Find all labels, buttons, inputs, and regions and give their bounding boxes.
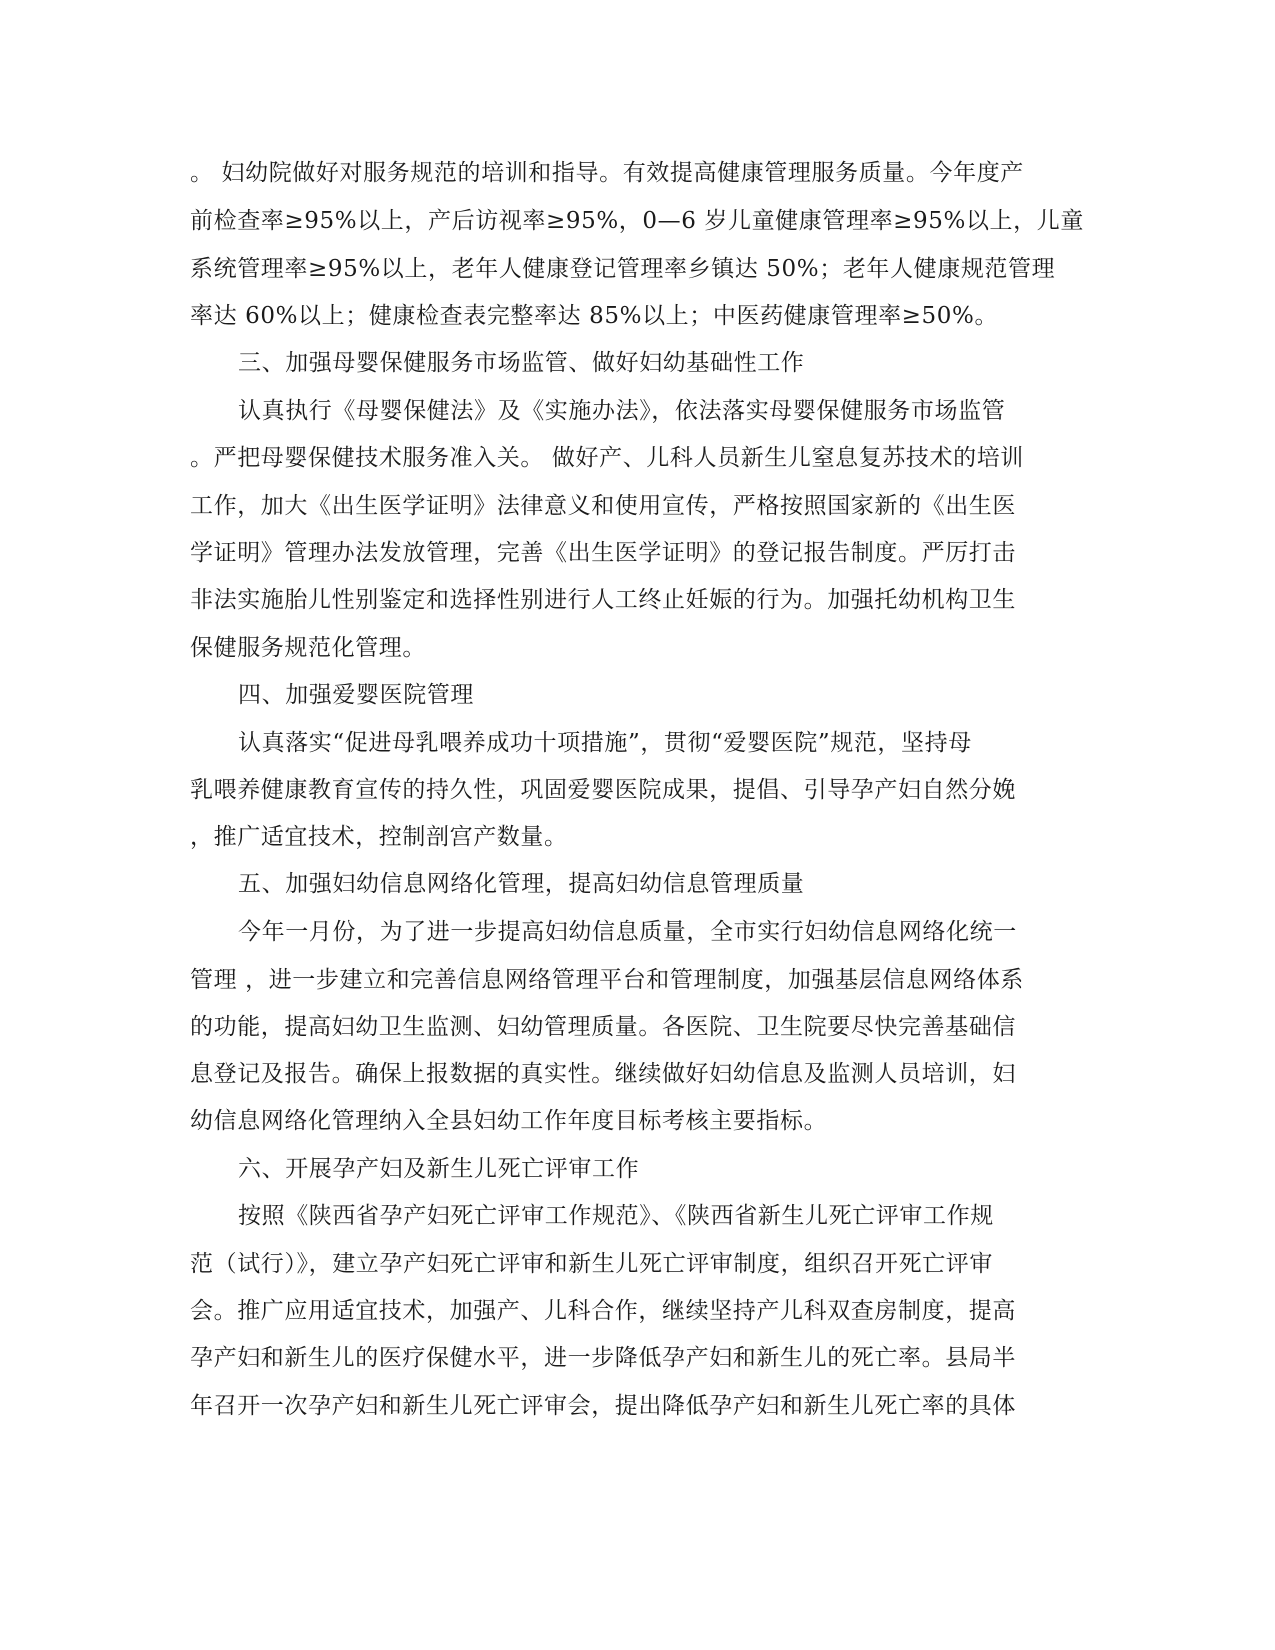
paragraph-line: 的功能，提高妇幼卫生监测、妇幼管理质量。各医院、卫生院要尽快完善基础信 bbox=[190, 1014, 1016, 1040]
paragraph-line: 保健服务规范化管理。 bbox=[190, 635, 426, 661]
section-heading: 四、加强爱婴医院管理 bbox=[238, 682, 474, 708]
paragraph-line: 管理 ，进一步建立和完善信息网络管理平台和管理制度，加强基层信息网络体系 bbox=[190, 967, 1024, 993]
paragraph-line: 。 妇幼院做好对服务规范的培训和指导。有效提高健康管理服务质量。今年度产 bbox=[190, 160, 1024, 186]
paragraph-line: 范（试行）》，建立孕产妇死亡评审和新生儿死亡评审制度，组织召开死亡评审 bbox=[190, 1251, 993, 1277]
paragraph-line: 息登记及报告。确保上报数据的真实性。继续做好妇幼信息及监测人员培训，妇 bbox=[190, 1061, 1016, 1087]
section-heading: 三、加强母婴保健服务市场监管、做好妇幼基础性工作 bbox=[238, 350, 805, 376]
paragraph-line: 乳喂养健康教育宣传的持久性，巩固爱婴医院成果，提倡、引导孕产妇自然分娩 bbox=[190, 777, 1016, 803]
paragraph-line: 按照《陕西省孕产妇死亡评审工作规范》、《陕西省新生儿死亡评审工作规 bbox=[238, 1203, 994, 1229]
paragraph-line: 认真落实“促进母乳喂养成功十项措施”，贯彻“爱婴医院”规范，坚持母 bbox=[238, 730, 972, 756]
paragraph-line: 工作，加大《出生医学证明》法律意义和使用宣传，严格按照国家新的《出生医 bbox=[190, 493, 1016, 519]
paragraph-line: 系统管理率≥95%以上，老年人健康登记管理率乡镇达 50%；老年人健康规范管理 bbox=[190, 256, 1056, 282]
paragraph-line: 率达 60%以上；健康检查表完整率达 85%以上；中医药健康管理率≥50%。 bbox=[190, 303, 999, 329]
paragraph-line: 会。推广应用适宜技术，加强产、儿科合作，继续坚持产儿科双查房制度，提高 bbox=[190, 1298, 1016, 1324]
paragraph-line: 学证明》管理办法发放管理，完善《出生医学证明》的登记报告制度。严厉打击 bbox=[190, 540, 1016, 566]
paragraph-line: 幼信息网络化管理纳入全县妇幼工作年度目标考核主要指标。 bbox=[190, 1108, 828, 1134]
paragraph-line: 非法实施胎儿性别鉴定和选择性别进行人工终止妊娠的行为。加强托幼机构卫生 bbox=[190, 587, 1016, 613]
paragraph-line: 孕产妇和新生儿的医疗保健水平，进一步降低孕产妇和新生儿的死亡率。县局半 bbox=[190, 1345, 1016, 1371]
paragraph-line: 今年一月份，为了进一步提高妇幼信息质量，全市实行妇幼信息网络化统一 bbox=[238, 919, 1017, 945]
paragraph-line: 认真执行《母婴保健法》及《实施办法》，依法落实母婴保健服务市场监管 bbox=[238, 398, 1006, 424]
section-heading: 六、开展孕产妇及新生儿死亡评审工作 bbox=[238, 1156, 640, 1182]
paragraph-line: 。严把母婴保健技术服务准入关。 做好产、儿科人员新生儿窒息复苏技术的培训 bbox=[190, 445, 1024, 471]
paragraph-line: 前检查率≥95%以上，产后访视率≥95%，0—6 岁儿童健康管理率≥95%以上，儿童 bbox=[190, 208, 1084, 234]
paragraph-line: 年召开一次孕产妇和新生儿死亡评审会，提出降低孕产妇和新生儿死亡率的具体 bbox=[190, 1393, 1016, 1419]
paragraph-line: ，推广适宜技术，控制剖宫产数量。 bbox=[190, 824, 568, 850]
section-heading: 五、加强妇幼信息网络化管理，提高妇幼信息管理质量 bbox=[238, 871, 805, 897]
